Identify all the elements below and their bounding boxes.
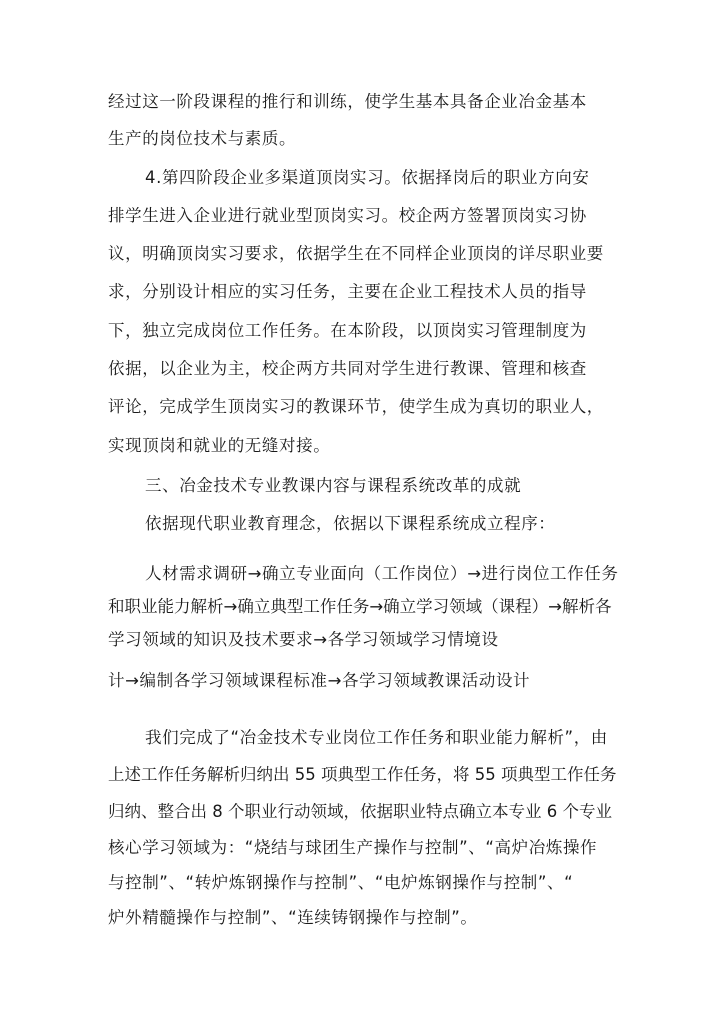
text-line: 炉外精髓操作与控制”、“连续铸钢操作与控制”。 — [108, 908, 478, 927]
text-line: 实现顶岗和就业的无缝对接。 — [108, 436, 331, 455]
text-line: 4.第四阶段企业多渠道顶岗实习。依据择岗后的职业方向安 — [145, 168, 590, 187]
text-line: 生产的岗位技术与素质。 — [108, 129, 297, 148]
text-line: 经过这一阶段课程的推行和训练，使学生基本具备企业冶金基本 — [108, 92, 587, 111]
text-line: 与控制”、“转炉炼钢操作与控制”、“电炉炼钢操作与控制”、“ — [108, 873, 574, 892]
text-line: 下，独立完成岗位工作任务。在本阶段，以顶岗实习管理制度为 — [108, 321, 587, 340]
text-line: 归纳、整合出 8 个职业行动领域，依据职业特点确立本专业 6 个专业 — [108, 802, 612, 821]
text-line: 议，明确顶岗实习要求，依据学生在不同样企业顶岗的详尽职业要 — [108, 244, 604, 263]
text-line: 和职业能力解析→确立典型工作任务→确立学习领域（课程）→解析各 — [108, 597, 612, 616]
text-line: 学习领域的知识及技术要求→各学习领域学习情境设 — [108, 630, 499, 649]
text-line: 排学生进入企业进行就业型顶岗实习。校企两方签署顶岗实习协 — [108, 206, 587, 225]
text-line: 人材需求调研→确立专业面向（工作岗位）→进行岗位工作任务 — [145, 564, 619, 583]
text-line: 依据现代职业教育理念，依据以下课程系统成立程序： — [145, 514, 556, 533]
section-heading: 三、冶金技术专业教课内容与课程系统改革的成就 — [145, 476, 522, 495]
text-line: 求，分别设计相应的实习任务，主要在企业工程技术人员的指导 — [108, 282, 587, 301]
text-line: 上述工作任务解析归纳出 55 项典型工作任务，将 55 项典型工作任务 — [108, 765, 617, 784]
text-line: 评论，完成学生顶岗实习的教课环节，使学生成为真切的职业人， — [108, 397, 604, 416]
text-line: 计→编制各学习领域课程标准→各学习领域教课活动设计 — [108, 671, 531, 690]
text-line: 依据，以企业为主，校企两方共同对学生进行教课、管理和核查 — [108, 359, 587, 378]
text-line: 我们完成了“冶金技术专业岗位工作任务和职业能力解析”，由 — [145, 728, 608, 747]
text-line: 核心学习领域为：“烧结与球团生产操作与控制”、“高炉冶炼操作 — [108, 838, 598, 857]
